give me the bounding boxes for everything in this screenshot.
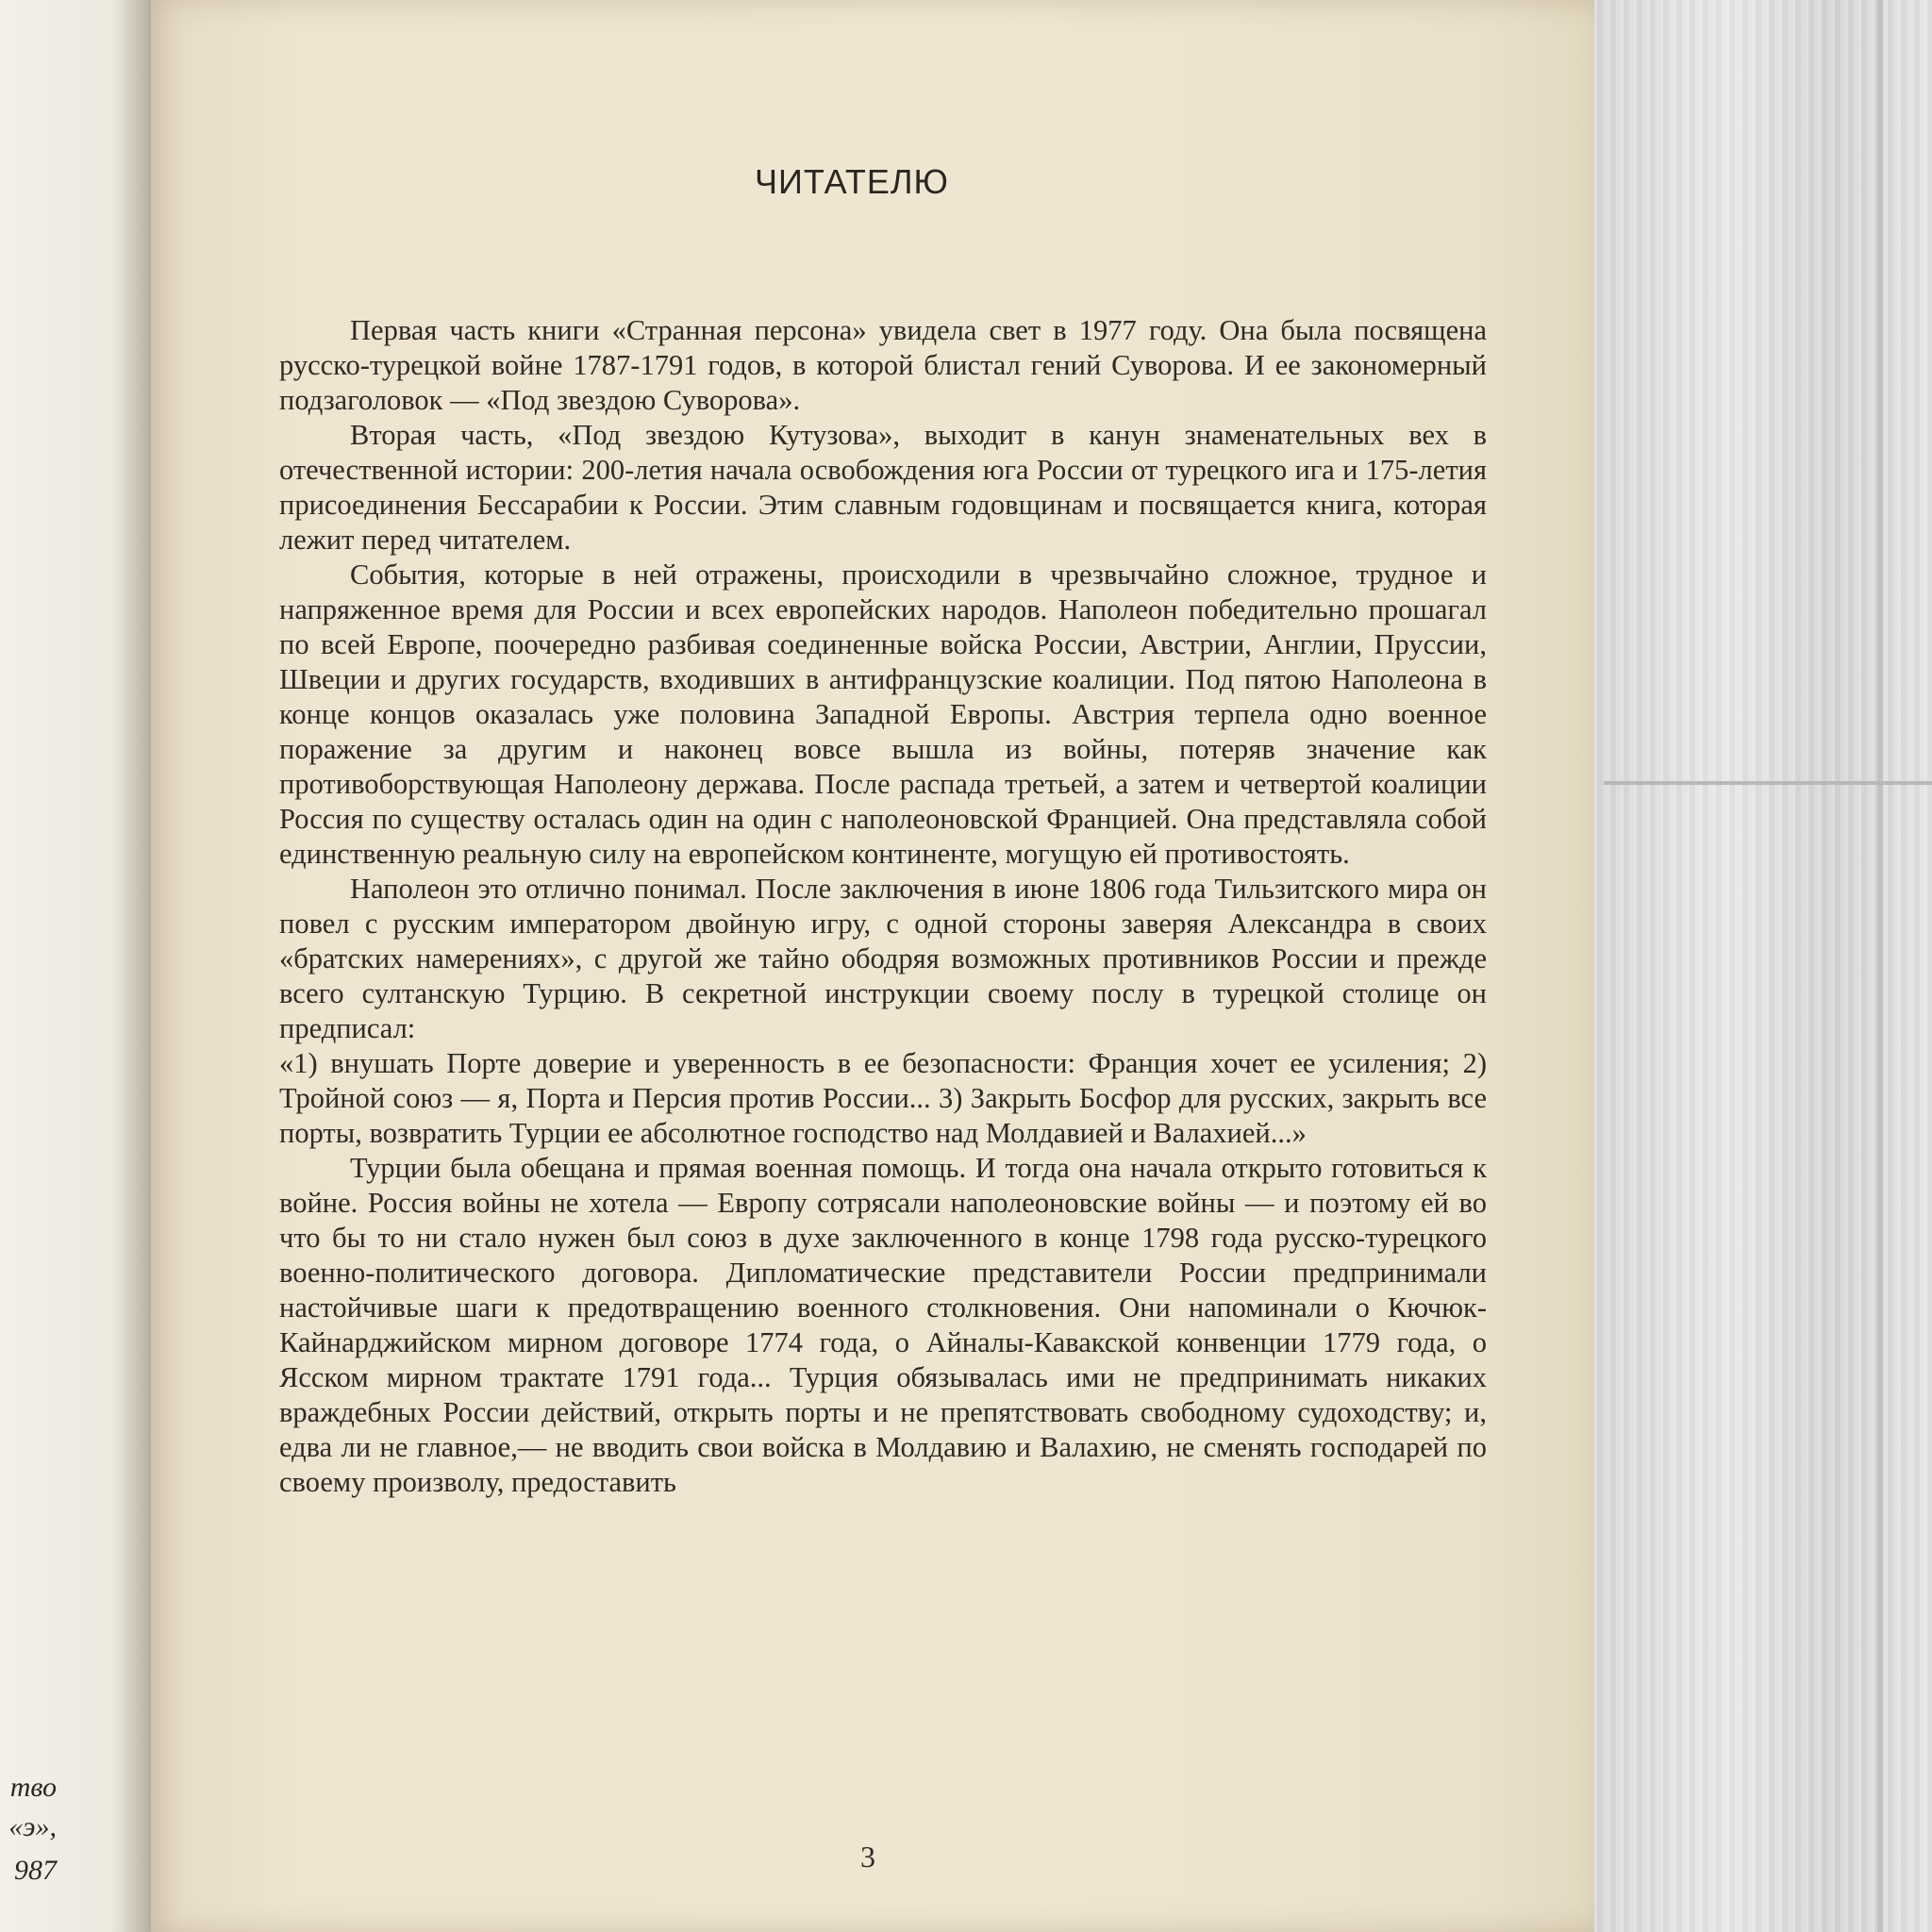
paragraph: Вторая часть, «Под звездою Кутузова», выходит в канун знаменательных вех в отечественной истории: 200-летия начала освобождения юга России от турецкого ига и 175-летия присоединения Бессарабии к России. Этим славным годовщинам и посвящается книга, которая лежит перед читателем. (279, 419, 1487, 556)
left-page-fragment: «э», (8, 1811, 57, 1842)
left-page-fragment: 987 (14, 1855, 57, 1886)
wood-groove (1877, 0, 1883, 1932)
paragraph: Наполеон это отлично понимал. После заключения в июне 1806 года Тильзитского мира он повел с русским императором двойную игру, с одной стороны заверяя Александра в своих «братских намерениях», с другой же тайно ободряя возможных противников России и прежде всего султанскую Турцию. В секретной инструкции своему послу в турецкой столице он предписал: (279, 873, 1487, 1044)
paragraph: Турции была обещана и прямая военная помощь. И тогда она начала открыто готовиться к войне. Россия войны не хотела — Европу сотрясали наполеоновские войны — и поэтому ей во что бы то ни стало нужен был союз в духе заключенного в конце 1798 года русско-турецкого военно-политического договора. Дипломатические представители России предпринимали настойчивые шаги к предотвращению военного столкновения. Они напоминали о Кючюк-Кайнарджийском мирном договоре 1774 года, о Айналы-Кавакской конвенции 1779 года, о Ясском мирном трактате 1791 года... Турция обязывалась ими не предпринимать никаких враждебных России действий, открыть порты и не препятствовать свободному судоходству; и, едва ли не главное,— не вводить свои войска в Молдавию и Валахию, не сменять господарей по своему произволу, предоставить (279, 1152, 1487, 1498)
page-body (279, 313, 1487, 1500)
paragraph: Первая часть книги «Странная персона» увидела свет в 1977 году. Она была посвящена русско-турецкой войне 1787-1791 годов, в которой блистал гений Суворова. И ее закономерный подзаголовок — «Под звездою Суворова». (279, 314, 1487, 416)
page-heading: ЧИТАТЕЛЮ (755, 162, 949, 201)
page-number: 3 (860, 1840, 875, 1874)
quote-paragraph: «1) внушать Порте доверие и уверенность в ее безопасности: Франция хочет ее усиления; 2) Тройной союз — я, Порта и Персия против России... 3) Закрыть Босфор для русских, закрыть все порты, возвратить Турции ее абсолютное господство над Молдавией и Валахией...» (279, 1047, 1487, 1149)
wood-seam (1604, 781, 1932, 785)
left-page-fragment: тво (9, 1772, 57, 1803)
paragraph: События, которые в ней отражены, происходили в чрезвычайно сложное, трудное и напряженное время для России и всех европейских народов. Наполеон победительно прошагал по всей Европе, поочередно разбивая соединенные войска России, Австрии, Англии, Пруссии, Швеции и других государств, входивших в антифранцузские коалиции. Под пятою Наполеона в конце концов оказалась уже половина Западной Европы. Австрия терпела одно военное поражение за другим и наконец вовсе вышла из войны, потеряв значение как противоборствующая Наполеону держава. После распада третьей, а затем и четвертой коалиции Россия по существу осталась один на один с наполеоновской Францией. Она представляла собой единственную реальную силу на европейском континенте, могущую ей противостоять. (279, 558, 1487, 870)
